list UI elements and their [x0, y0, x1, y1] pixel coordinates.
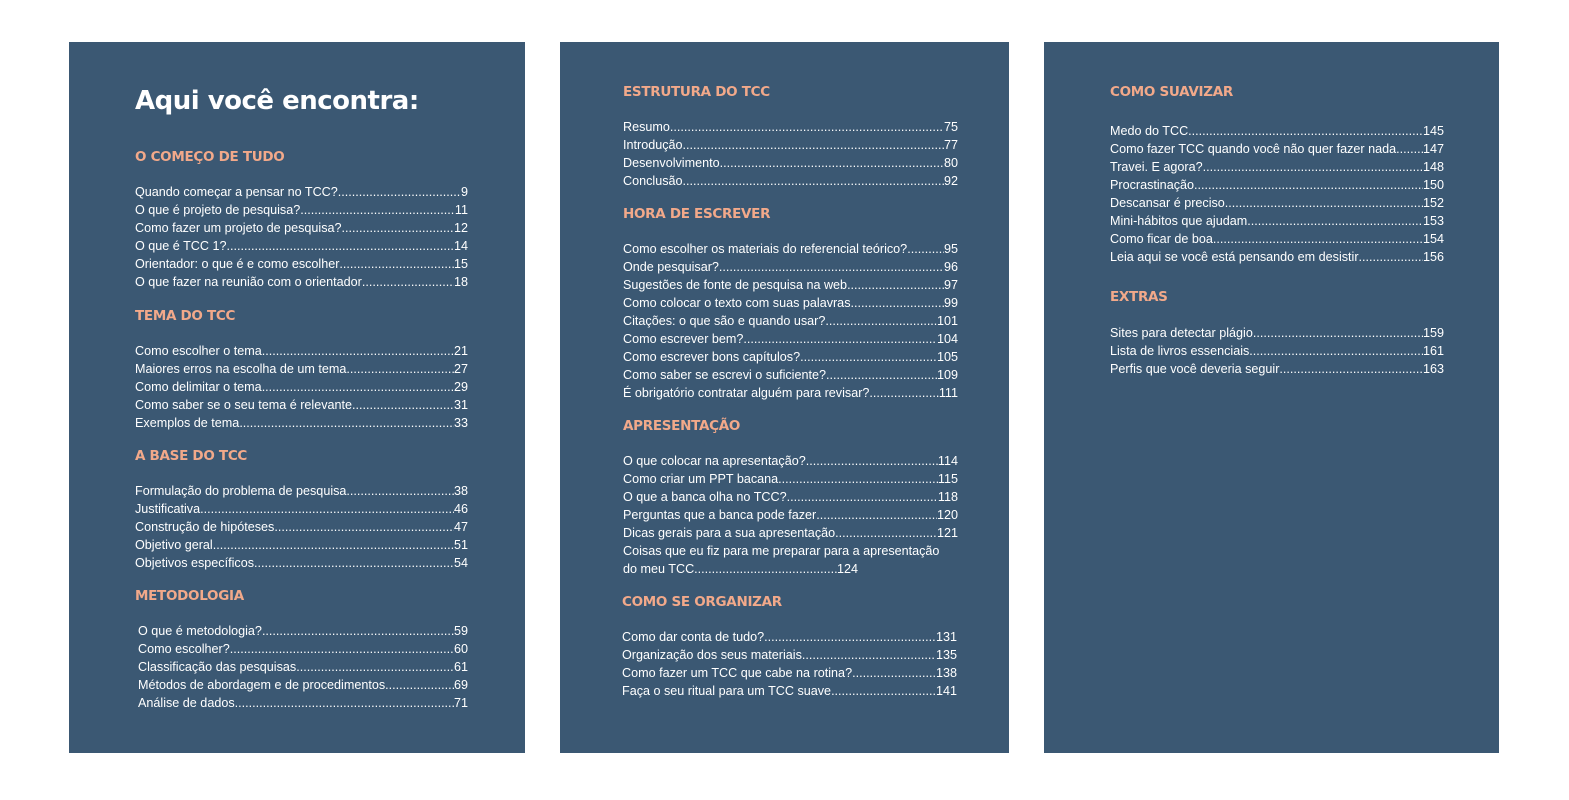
- section-extras: [1110, 288, 1444, 378]
- toc-entry[interactable]: Como fazer um projeto de pesquisa? ..... 12: [135, 219, 468, 237]
- toc-entry[interactable]: Quando começar a pensar no TCC? ..... 9: [135, 183, 468, 201]
- section-title: ESTRUTURA DO TCC: [623, 84, 770, 100]
- toc-entry[interactable]: Como saber se o seu tema é relevante ..... 31: [135, 396, 468, 414]
- toc-entry[interactable]: Organização dos seus materiais ..... 135: [622, 646, 957, 664]
- section-title: COMO SE ORGANIZAR: [622, 594, 782, 610]
- toc-entry-line-1: Coisas que eu fiz para me preparar para a apresentação: [623, 544, 940, 558]
- toc-entry[interactable]: O que é projeto de pesquisa? ..... 11: [135, 201, 468, 219]
- toc-entry[interactable]: Como ficar de boa ..... 154: [1110, 230, 1444, 248]
- toc-entry[interactable]: Como criar um PPT bacana ..... 115: [623, 470, 958, 488]
- toc-entry[interactable]: Sites para detectar plágio ..... 159: [1110, 324, 1444, 342]
- section-title: O COMEÇO DE TUDO: [135, 149, 285, 165]
- toc-entry[interactable]: Perfis que você deveria seguir ..... 163: [1110, 360, 1444, 378]
- toc-entry[interactable]: Como escolher os materiais do referencial teórico? ..... 95: [623, 240, 958, 258]
- toc-entry[interactable]: Exemplos de tema ..... 33: [135, 414, 468, 432]
- toc-entry[interactable]: Classificação das pesquisas ..... 61: [138, 658, 468, 676]
- entry-list: [623, 118, 958, 190]
- toc-entry[interactable]: Construção de hipóteses ..... 47: [135, 518, 468, 536]
- section-a-base-do-tcc: [135, 447, 468, 572]
- section-title: APRESENTAÇÃO: [623, 418, 741, 434]
- toc-entry[interactable]: Mini-hábitos que ajudam ..... 153: [1110, 212, 1444, 230]
- toc-entry[interactable]: O que é metodologia? ..... 59: [138, 622, 468, 640]
- section-title: COMO SUAVIZAR: [1110, 84, 1233, 100]
- section-metodologia: [135, 587, 468, 712]
- toc-entry[interactable]: Formulação do problema de pesquisa ..... 38: [135, 482, 468, 500]
- toc-entry[interactable]: Como fazer TCC quando você não quer fazer nada ..... 147: [1110, 140, 1444, 158]
- entry-list: [135, 342, 468, 432]
- toc-entry[interactable]: Justificativa ..... 46: [135, 500, 468, 518]
- toc-entry[interactable]: Objetivos específicos ..... 54: [135, 554, 468, 572]
- toc-entry[interactable]: Dicas gerais para a sua apresentação ..... 121: [623, 524, 958, 542]
- toc-entry[interactable]: O que a banca olha no TCC? ..... 118: [623, 488, 958, 506]
- toc-entry[interactable]: Como fazer um TCC que cabe na rotina? ..... 138: [622, 664, 957, 682]
- section-title: HORA DE ESCREVER: [623, 206, 771, 222]
- entry-list: [135, 482, 468, 572]
- toc-entry[interactable]: Medo do TCC ..... 145: [1110, 122, 1444, 140]
- toc-entry[interactable]: Como escrever bem? ..... 104: [623, 330, 958, 348]
- toc-entry[interactable]: Perguntas que a banca pode fazer ..... 120: [623, 506, 958, 524]
- toc-entry[interactable]: Como saber se escrevi o suficiente? ..... 109: [623, 366, 958, 384]
- entry-list: [1110, 323, 1444, 378]
- toc-entry[interactable]: Sugestões de fonte de pesquisa na web ..... 97: [623, 276, 958, 294]
- section-como-se-organizar: [622, 593, 957, 700]
- toc-entry[interactable]: Desenvolvimento ..... 80: [623, 154, 958, 172]
- toc-entry[interactable]: Como escolher o tema ..... 21: [135, 342, 468, 360]
- toc-entry[interactable]: Objetivo geral ..... 51: [135, 536, 468, 554]
- toc-entry[interactable]: Como escrever bons capítulos? ..... 105: [623, 348, 958, 366]
- toc-entry[interactable]: Análise de dados ..... 71: [138, 694, 468, 712]
- toc-entry[interactable]: Como colocar o texto com suas palavras ..... 99: [623, 294, 958, 312]
- section-tema-do-tcc: [135, 307, 468, 432]
- entry-list: [622, 628, 957, 700]
- section-como-suavizar: [1110, 83, 1444, 266]
- toc-entry[interactable]: O que é TCC 1? ..... 14: [135, 237, 468, 255]
- toc-entry[interactable]: Maiores erros na escolha de um tema ..... 27: [135, 360, 468, 378]
- section-estrutura-do-tcc: [623, 83, 958, 190]
- toc-page-1: [69, 42, 525, 753]
- toc-entry[interactable]: Travei. E agora? ..... 148: [1110, 158, 1444, 176]
- toc-entry[interactable]: Como escolher? ..... 60: [138, 640, 468, 658]
- section-title: EXTRAS: [1110, 289, 1168, 305]
- toc-entry[interactable]: Onde pesquisar? ..... 96: [623, 258, 958, 276]
- page-title: Aqui você encontra:: [135, 86, 419, 116]
- toc-entry-multiline[interactable]: [623, 542, 958, 578]
- toc-entry[interactable]: Como delimitar o tema ..... 29: [135, 378, 468, 396]
- toc-entry[interactable]: Conclusão ..... 92: [623, 172, 958, 190]
- toc-entry[interactable]: Faça o seu ritual para um TCC suave ..... 141: [622, 682, 957, 700]
- section-apresentacao: [623, 417, 958, 578]
- entry-list: [623, 452, 958, 578]
- toc-entry[interactable]: Procrastinação ..... 150: [1110, 176, 1444, 194]
- toc-entry[interactable]: Introdução ..... 77: [623, 136, 958, 154]
- entry-list: [135, 183, 468, 291]
- entry-list: [1110, 118, 1444, 266]
- section-title: A BASE DO TCC: [135, 448, 248, 464]
- toc-entry[interactable]: Como dar conta de tudo? ..... 131: [622, 628, 957, 646]
- toc-entry[interactable]: Citações: o que são e quando usar? ..... 101: [623, 312, 958, 330]
- toc-entry[interactable]: Descansar é preciso ..... 152: [1110, 194, 1444, 212]
- toc-entry[interactable]: Resumo ..... 75: [623, 118, 958, 136]
- toc-entry[interactable]: Leia aqui se você está pensando em desistir ..... 156: [1110, 248, 1444, 266]
- section-title: METODOLOGIA: [135, 588, 244, 604]
- section-title: TEMA DO TCC: [135, 308, 236, 324]
- toc-entry[interactable]: Lista de livros essenciais ..... 161: [1110, 342, 1444, 360]
- entry-list: [135, 622, 468, 712]
- entry-list: [623, 240, 958, 402]
- toc-entry[interactable]: O que fazer na reunião com o orientador ..... 18: [135, 273, 468, 291]
- toc-entry[interactable]: O que colocar na apresentação? ..... 114: [623, 452, 958, 470]
- section-o-comeco-de-tudo: [135, 148, 468, 291]
- toc-entry[interactable]: Orientador: o que é e como escolher ..... 15: [135, 255, 468, 273]
- toc-page-2: [560, 42, 1009, 753]
- toc-entry[interactable]: Métodos de abordagem e de procedimentos ..... 69: [138, 676, 468, 694]
- toc-entry[interactable]: É obrigatório contratar alguém para revisar? ..... 111: [623, 384, 958, 402]
- section-hora-de-escrever: [623, 205, 958, 402]
- toc-page-3: [1044, 42, 1499, 753]
- toc-entry-line-2: do meu TCC ..... 124: [623, 560, 858, 578]
